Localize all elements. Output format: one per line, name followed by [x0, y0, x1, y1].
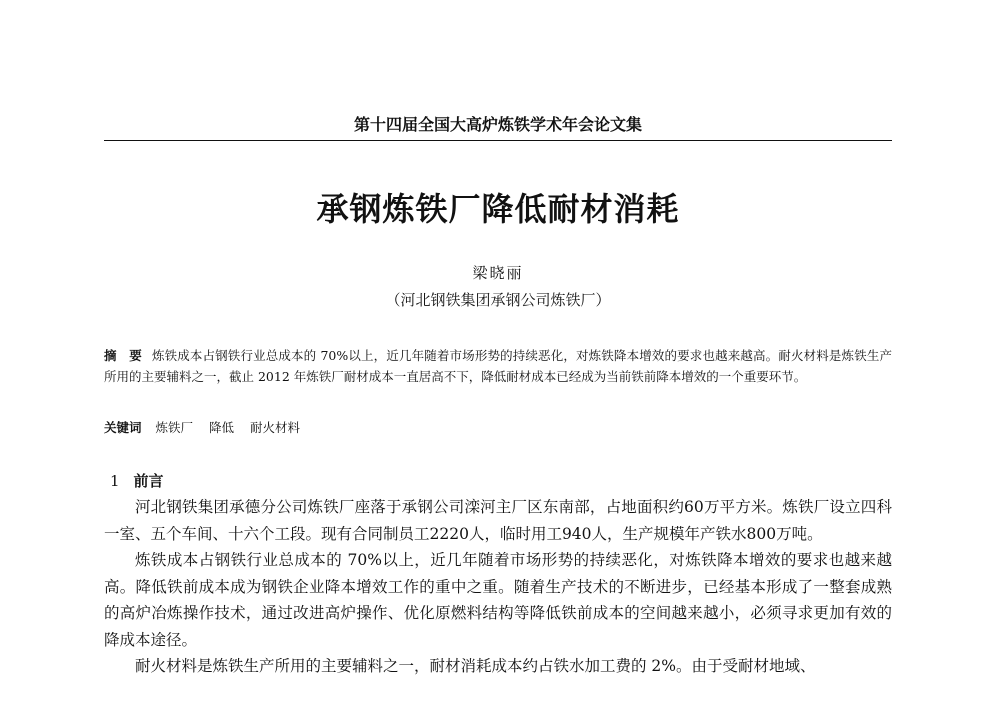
keyword-item: 降低	[209, 420, 235, 435]
paragraph: 炼铁成本占钢铁行业总成本的 70%以上，近几年随着市场形势的持续恶化，对炼铁降本增效的要求也越来越高。降低铁前成本成为钢铁企业降本增效工作的重中之重。随着生产技术的不断进步，已经基本形成了一整套成熟的高炉冶炼操作技术，通过改进高炉操作、优化原燃料结构等降低铁前成本的空间越来越小，必须寻求更加有效的降成本途径。	[104, 551, 892, 649]
header-rule	[104, 140, 892, 141]
paper-title: 承钢炼铁厂降低耐材消耗	[316, 190, 680, 228]
author-affiliation: （河北钢铁集团承钢公司炼铁厂）	[385, 291, 611, 309]
paragraph: 河北钢铁集团承德分公司炼铁厂座落于承钢公司滦河主厂区东南部，占地面积约60万平方米。炼铁厂设立四科一室、五个车间、十六个工段。现有合同制员工2220人，临时用工940人，生产规模年产铁水800万吨。	[104, 498, 892, 543]
section-number: 1	[110, 472, 120, 490]
keyword-item: 炼铁厂	[155, 420, 194, 435]
section-heading	[110, 470, 164, 491]
body-text	[104, 494, 892, 680]
paragraph: 耐火材料是炼铁生产所用的主要辅料之一，耐材消耗成本约占铁水加工费的 2%。由于受耐材地域、	[135, 657, 816, 675]
abstract-text: 炼铁成本占钢铁行业总成本的 70%以上，近几年随着市场形势的持续恶化，对炼铁降本增效的要求也越来越高。耐火材料是炼铁生产所用的主要辅料之一，截止 2012 年炼铁厂耐材成本一直居高不下，降低耐材成本已经成为当前铁前降本增效的一个重要环节。	[104, 348, 892, 384]
keywords-label: 关键词	[104, 420, 142, 435]
keyword-item: 耐火材料	[250, 420, 301, 435]
keywords	[104, 418, 892, 438]
abstract-label: 摘 要	[104, 348, 142, 363]
author-name: 梁晓丽	[472, 264, 524, 282]
section-title: 前言	[133, 472, 164, 490]
running-header: 第十四届全国大高炉炼铁学术年会论文集	[353, 115, 642, 134]
abstract	[104, 346, 892, 387]
